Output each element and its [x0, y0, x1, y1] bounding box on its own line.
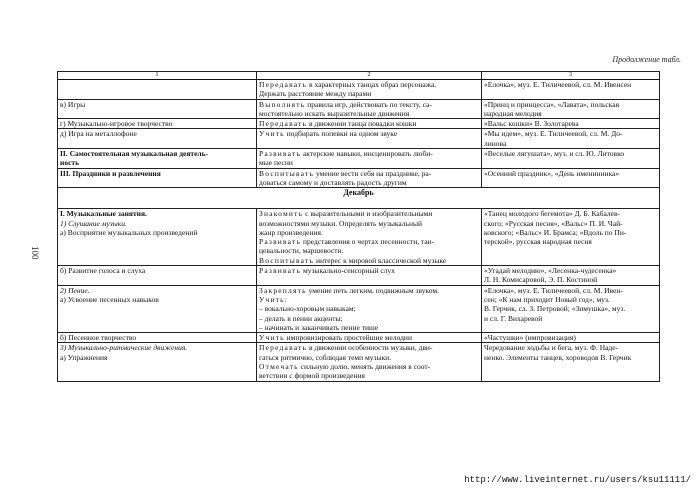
task-line: Учить:	[259, 294, 289, 304]
repertoire-cell	[482, 99, 660, 119]
task-line: Отмечать сильную долю, менять движения в соот-	[259, 362, 431, 372]
tasks-cell	[257, 129, 482, 149]
repertoire-cell	[482, 129, 660, 149]
repertoire-line: Чередование ходьбы и бега, муз. Ф. Наде-	[484, 343, 619, 353]
section-label: III. Праздники и развлечения	[60, 168, 161, 178]
repertoire-line: «Принц и принцесса», «Лавата», польская	[484, 99, 620, 109]
table-header-row	[58, 72, 660, 80]
tasks-cell	[257, 80, 482, 100]
task-line: мые песни	[259, 158, 293, 168]
table-row	[58, 99, 660, 119]
table-row	[58, 168, 660, 188]
table-row	[58, 149, 660, 169]
section-label: II. Самостоятельная музыкальная деятель-	[60, 149, 209, 159]
section-cell	[58, 129, 257, 149]
repertoire-line: «Елочка», муз. Е. Тиличеевой, сл. М. Ивенсен	[484, 80, 632, 89]
section-label: б) Песенное творчество	[60, 333, 137, 343]
tasks-cell	[257, 99, 482, 119]
month-heading: Декабрь	[58, 188, 660, 209]
section-cell	[58, 343, 257, 381]
repertoire-line: «Елочка», муз. Е. Тиличеевой, сл. М. Ивен-	[484, 285, 623, 295]
repertoire-cell	[482, 149, 660, 169]
task-line: – вокально-хоровым навыкам;	[259, 304, 356, 314]
repertoire-line: «Осенний праздник», «День именинника»	[484, 168, 620, 178]
section-cell	[58, 149, 257, 169]
repertoire-line: ковского; «Вальс» И. Брамса; «Вдоль по Пи-	[484, 227, 627, 237]
task-line: – делать в пении акценты;	[259, 313, 343, 323]
section-label: д) Игра на металлофоне	[60, 129, 137, 139]
section-label: ность	[60, 158, 80, 168]
task-line: ветствии с формой произведения	[259, 371, 365, 381]
section-cell	[58, 80, 257, 100]
tasks-cell	[257, 285, 482, 332]
subsection-label: 2) Пение.	[60, 285, 90, 295]
tasks-cell	[257, 168, 482, 188]
task-line: Держать расстояние между парами	[259, 89, 372, 99]
tasks-cell	[257, 149, 482, 169]
repertoire-cell	[482, 343, 660, 381]
table-row	[58, 80, 660, 100]
repertoire-line: «Угадай мелодию», «Лесенка-чудесенка»	[484, 266, 617, 276]
column-header: 1	[58, 72, 257, 80]
task-line: Закреплять умение петь легким, подвижным звуком.	[259, 285, 440, 295]
column-header: 2	[257, 72, 482, 80]
tasks-cell	[257, 343, 482, 381]
section-label: а) Упражнения	[60, 352, 108, 362]
repertoire-line: ского; «Русская песня», «Вальс» П. И. Чай-	[484, 218, 623, 228]
task-line: Воспитывать умение вести себя на празднике, ра-	[259, 168, 432, 178]
program-table	[57, 71, 660, 382]
task-line: Учить импровизировать простейшие мелодии	[259, 333, 412, 343]
task-line: Передавать в движении танца повадки кошки	[259, 119, 417, 129]
repertoire-cell	[482, 168, 660, 188]
task-line: Воспитывать интерес к мировой классической музыке	[259, 255, 447, 265]
tasks-cell	[257, 119, 482, 129]
section-label: г) Музыкально-игровое творчество	[60, 119, 173, 129]
section-label: в) Игры	[60, 99, 86, 109]
table-row	[58, 129, 660, 149]
repertoire-cell	[482, 285, 660, 332]
column-header: 3	[482, 72, 660, 80]
table-row	[58, 343, 660, 381]
task-line: Развивать представления о чертах песенности, тан-	[259, 237, 435, 247]
repertoire-cell	[482, 80, 660, 100]
repertoire-line: В. Герчик, сл. З. Петровой; «Зимушка», муз.	[484, 304, 626, 314]
repertoire-line: «Вальс кошки» В. Золотарева	[484, 119, 579, 129]
repertoire-line: «Веселые лягушата», муз. и сл. Ю. Литовко	[484, 149, 625, 159]
repertoire-line: терской», русская народная песня	[484, 237, 592, 247]
repertoire-line: сен; «К нам приходит Новый год», муз.	[484, 294, 610, 304]
task-line: Знакомить с выразительными и изобразительными	[259, 209, 433, 219]
task-line: гаться ритмично, соблюдая темп музыки.	[259, 352, 392, 362]
month-row	[58, 188, 660, 209]
task-line: мостоятельно искать выразительные движения	[259, 108, 410, 118]
task-line: Развивать музыкально-сенсорный слух	[259, 266, 395, 276]
page-number: 100	[30, 246, 40, 260]
task-line: Выполнять правила игр, действовать по тексту, са-	[259, 99, 432, 109]
repertoire-line: и сл. Г. Вихаревой	[484, 313, 543, 323]
section-cell	[58, 209, 257, 266]
repertoire-line: ненко. Элементы танцев, хороводов В. Герчик	[484, 352, 632, 362]
task-line: Развивать актерские навыки, инсценировать люби-	[259, 149, 433, 159]
tasks-cell	[257, 333, 482, 343]
section-cell	[58, 285, 257, 332]
section-label: а) Усвоение песенных навыков	[60, 294, 159, 304]
repertoire-line: Л. Н. Комисаровой, Э. П. Костиной	[484, 275, 598, 285]
repertoire-line: народная мелодия	[484, 108, 542, 118]
repertoire-cell	[482, 333, 660, 343]
task-line: жанр произведения.	[259, 227, 323, 237]
table-row	[58, 119, 660, 129]
tasks-cell	[257, 266, 482, 286]
section-cell	[58, 168, 257, 188]
task-line: – начинать и заканчивать пение тише	[259, 322, 379, 332]
section-cell	[58, 333, 257, 343]
tasks-cell	[257, 209, 482, 266]
task-line: Передавать в характерных танцах образ персонажа.	[259, 80, 437, 89]
repertoire-line: «Танец молодого бегемота» Д. Б. Кабалев-	[484, 209, 621, 219]
continuation-label: Продолжение табл.	[612, 55, 681, 64]
repertoire-cell	[482, 209, 660, 266]
table-row	[58, 209, 660, 266]
table-row	[58, 266, 660, 286]
section-label: б) Развитие голоса и слуха	[60, 266, 146, 276]
task-line: доваться самому и доставлять радость другим	[259, 177, 407, 187]
repertoire-line: линова	[484, 138, 507, 148]
section-cell	[58, 266, 257, 286]
section-label: а) Восприятие музыкальных произведений	[60, 227, 198, 237]
repertoire-cell	[482, 119, 660, 129]
section-cell	[58, 119, 257, 129]
section-heading: I. Музыкальные занятия.	[60, 209, 147, 219]
table-row	[58, 285, 660, 332]
source-url: http://www.liveinternet.ru/users/ksu11111/	[464, 475, 691, 485]
section-cell	[58, 99, 257, 119]
repertoire-line: «Частушки» (импровизация)	[484, 333, 576, 343]
task-line: цевальности, маршевости.	[259, 246, 344, 256]
task-line: возможностями музыки. Определять музыкальный	[259, 218, 423, 228]
repertoire-cell	[482, 266, 660, 286]
subsection-label: 1) Слушание музыки.	[60, 218, 127, 228]
table-row	[58, 333, 660, 343]
repertoire-line: «Мы идем», муз. Е. Тиличеевой, сл. М. До-	[484, 129, 623, 139]
task-line: Передавать в движении особенности музыки, дви-	[259, 343, 433, 353]
subsection-label: 3) Музыкально-ритмические движения.	[60, 343, 188, 353]
task-line: Учить подбирать попевки на одном звуке	[259, 129, 398, 139]
